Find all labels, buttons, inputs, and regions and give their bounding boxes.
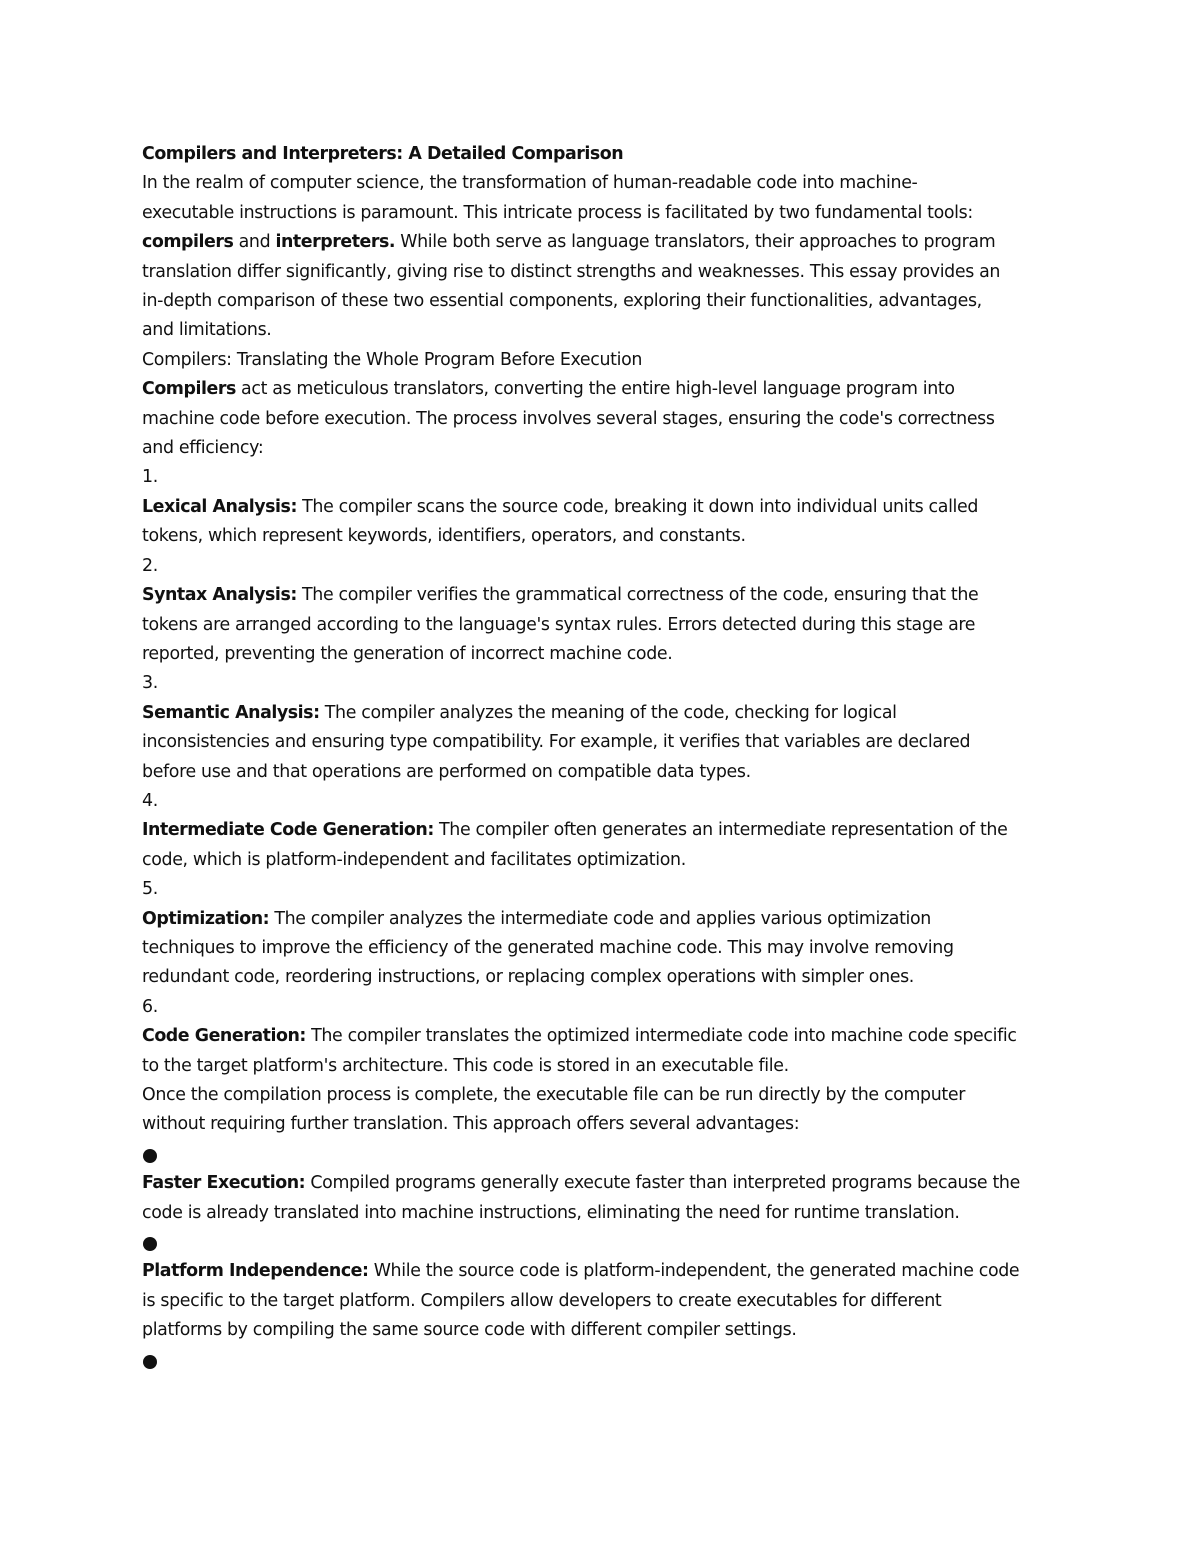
compilers-paragraph — [142, 375, 1072, 463]
intro-line-3: compilers and interpreters. While both serve as language translators, their approaches to program — [142, 232, 996, 253]
list-item — [142, 552, 1072, 670]
list-item-line: Intermediate Code Generation: The compiler often generates an intermediate representation of the — [142, 820, 1008, 841]
list-item-line: Lexical Analysis: The compiler scans the source code, breaking it down into individual units called — [142, 496, 979, 517]
intro-line-4: translation differ significantly, giving rise to distinct strengths and weaknesses. This essay provides an — [142, 261, 1001, 282]
bullet-item-term: Platform Independence: — [142, 1261, 369, 1282]
list-item-line: tokens are arranged according to the language's syntax rules. Errors detected during this stage are — [142, 614, 976, 635]
list-item — [142, 875, 1072, 993]
list-item-line: inconsistencies and ensuring type compatibility. For example, it verifies that variables are declared — [142, 732, 971, 753]
intro-line-6: and limitations. — [142, 320, 272, 341]
list-item — [142, 993, 1072, 1081]
bullet-item-line: code is already translated into machine instructions, eliminating the need for runtime translation. — [142, 1202, 960, 1223]
list-number: 1. — [142, 467, 158, 488]
compilers-line-2: machine code before execution. The process involves several stages, ensuring the code's correctness — [142, 408, 995, 429]
list-item-term: Optimization: — [142, 908, 270, 929]
list-item-line: techniques to improve the efficiency of the generated machine code. This may involve removing — [142, 937, 954, 958]
intro-line-1: In the realm of computer science, the transformation of human-readable code into machine- — [142, 173, 918, 194]
term-interpreters: interpreters. — [275, 232, 396, 253]
bullet-item — [142, 1140, 1072, 1228]
list-item-line: tokens, which represent keywords, identifiers, operators, and constants. — [142, 526, 746, 547]
paragraph-line: without requiring further translation. This approach offers several advantages: — [142, 1114, 800, 1135]
intro-paragraph — [142, 169, 1072, 345]
bullet-icon — [142, 1346, 1072, 1375]
list-item — [142, 669, 1072, 787]
list-item-line: Optimization: The compiler analyzes the intermediate code and applies various optimization — [142, 908, 931, 929]
list-item-line: Code Generation: The compiler translates the optimized intermediate code into machine code specific — [142, 1026, 1017, 1047]
list-item-line: redundant code, reordering instructions, or replacing complex operations with simpler ones. — [142, 967, 914, 988]
list-item — [142, 463, 1072, 551]
bullet-item-line: platforms by compiling the same source code with different compiler settings. — [142, 1320, 797, 1341]
paragraph-line: Once the compilation process is complete, the executable file can be run directly by the computer — [142, 1085, 966, 1105]
list-number: 3. — [142, 673, 158, 694]
list-item-line: to the target platform's architecture. This code is stored in an executable file. — [142, 1055, 789, 1076]
bullet-item-term: Faster Execution: — [142, 1173, 306, 1194]
list-number: 2. — [142, 555, 158, 576]
list-item-term: Lexical Analysis: — [142, 496, 297, 517]
list-item-line: before use and that operations are performed on compatible data types. — [142, 761, 751, 782]
bullet-item — [142, 1228, 1072, 1346]
bullet-item-line: Faster Execution: Compiled programs generally execute faster than interpreted programs because the — [142, 1173, 1020, 1194]
list-number: 6. — [142, 996, 158, 1017]
section-heading: Compilers: Translating the Whole Program Before Execution — [142, 349, 643, 370]
list-item-term: Syntax Analysis: — [142, 585, 297, 606]
list-number: 4. — [142, 790, 158, 811]
list-item-line: Syntax Analysis: The compiler verifies the grammatical correctness of the code, ensuring that the — [142, 585, 979, 606]
intro-line-5: in-depth comparison of these two essential components, exploring their functionalities, advantages, — [142, 291, 982, 312]
list-item-term: Semantic Analysis: — [142, 702, 320, 723]
intro-line-2: executable instructions is paramount. This intricate process is facilitated by two fundamental tools: — [142, 202, 973, 223]
bullet-item-line: is specific to the target platform. Compilers allow developers to create executables for different — [142, 1290, 942, 1311]
after-steps-paragraph — [142, 1081, 1072, 1140]
bullet-icon — [142, 1140, 1072, 1169]
term-compilers: compilers — [142, 232, 234, 253]
list-item-line: reported, preventing the generation of incorrect machine code. — [142, 643, 673, 664]
bullet-item-line: Platform Independence: While the source code is platform-independent, the generated machine code — [142, 1261, 1020, 1282]
list-item-line: code, which is platform-independent and facilitates optimization. — [142, 849, 686, 870]
document-page — [142, 140, 1072, 1375]
list-item — [142, 787, 1072, 875]
compilers-line-3: and efficiency: — [142, 438, 264, 459]
list-item-term: Intermediate Code Generation: — [142, 820, 434, 841]
list-item-line: Semantic Analysis: The compiler analyzes the meaning of the code, checking for logical — [142, 702, 897, 723]
list-number: 5. — [142, 879, 158, 900]
list-item-term: Code Generation: — [142, 1026, 306, 1047]
document-title: Compilers and Interpreters: A Detailed Comparison — [142, 144, 624, 164]
compilers-line-1: Compilers act as meticulous translators, converting the entire high-level language program into — [142, 379, 955, 400]
bullet-icon — [142, 1228, 1072, 1257]
bullet-item — [142, 1346, 1072, 1375]
